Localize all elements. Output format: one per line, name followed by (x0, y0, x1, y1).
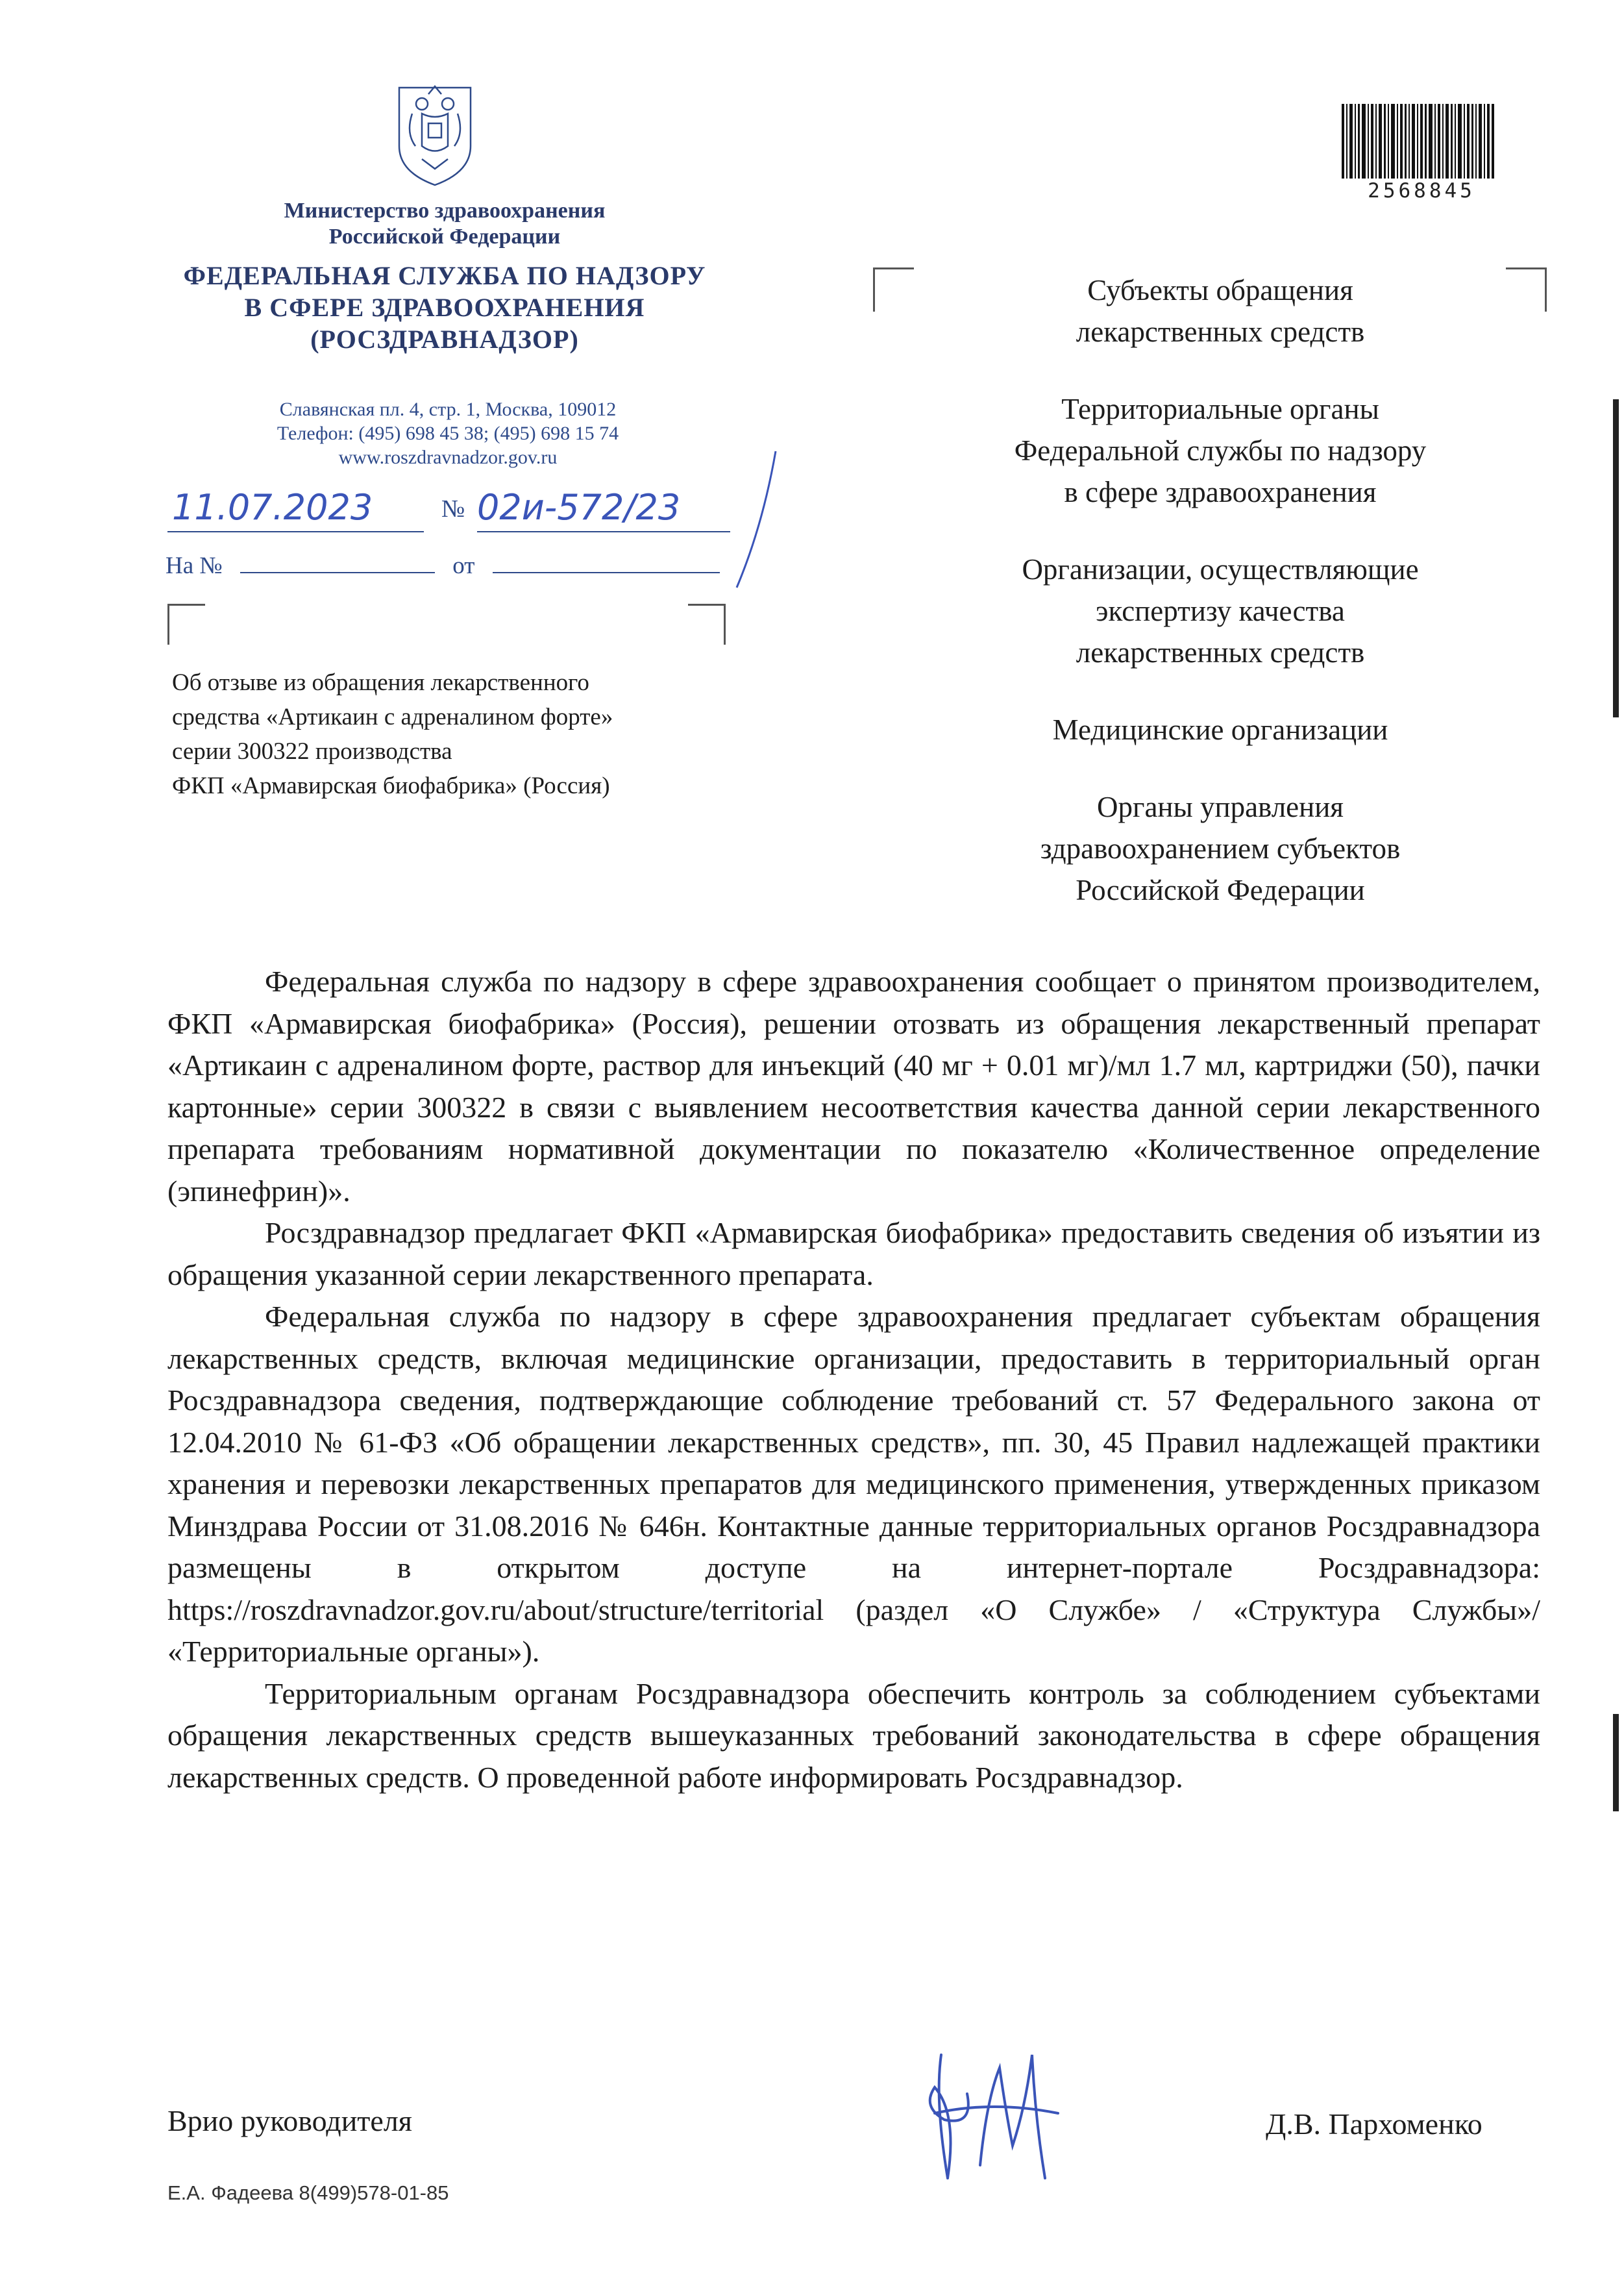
agency-address: Славянская пл. 4, стр. 1, Москва, 109012 Телефон: (495) 698 45 38; (495) 698 15 74 www.roszdravnadzor.gov.ru (277, 399, 619, 468)
body-paragraph: Росздравнадзор предлагает ФКП «Армавирская биофабрика» предоставить сведения об изъятии из обращения указанной серии лекарственного препарата. (167, 1216, 1540, 1291)
reply-date-label: от (452, 552, 475, 579)
body-paragraph: Федеральная служба по надзору в сфере здравоохранения предлагает субъектам обращения лекарственных средств, включая медицинские организации, предоставить в территориальный орган Росздравнадзора сведения, подтверждающие соблюдение требований ст. 57 Федерального закона от 12.04.2010 № 61-ФЗ «Об обращении лекарственных средств», пп. 30, 45 Правил надлежащей практики хранения и перевозки лекарственных препаратов для медицинского применения, утвержденных приказом Минздрава России от 31.08.2016 № 646н. Контактные данные территориальных органов Росздравнадзора размещены в открытом доступе на интернет-портале Росздравнадзора: https://roszdravnadzor.gov.ru/about/structure/territorial (раздел «О Службе» / «Структура Службы»/ «Территориальные органы»). (167, 1300, 1540, 1668)
recipient-group: Медицинские организации (1052, 714, 1388, 746)
recipients-list (912, 269, 1529, 947)
signatory-name: Д.В. Пархоменко (1266, 2107, 1483, 2141)
executor-contact: Е.А. Фадеева 8(499)578-01-85 (167, 2181, 449, 2204)
body-paragraph: Федеральная служба по надзору в сфере здравоохранения сообщает о принятом производителем, ФКП «Армавирская биофабрика» (Россия), решении отозвать из обращения лекарственный препарат «Артикаин с адреналином форте, раствор для инъекций (40 мг + 0.01 мг)/мл 1.7 мл, картриджи (50), пачки картонные» серии 300322 в связи с выявлением несоответствия качества данной серии лекарственного препарата требованиям нормативной документации по показателю «Количественное определение (эпинефрин)». (167, 965, 1540, 1208)
coat-of-arms-emblem-icon (393, 75, 477, 188)
date-underline (167, 531, 424, 532)
reply-reference-line (166, 552, 730, 580)
letter-subject: Об отзыве из обращения лекарственного средства «Артикаин с адреналином форте» серии 300322 производства ФКП «Армавирская биофабрика» (Россия) (172, 669, 613, 799)
registration-number: 02и-572/23 (477, 487, 681, 528)
reply-date-field (493, 552, 720, 573)
letter-body (167, 961, 1540, 1798)
handwritten-signature-icon (896, 2016, 1084, 2191)
reply-number-field (240, 552, 435, 573)
number-underline (477, 531, 730, 532)
barcode-graphic (1340, 104, 1496, 179)
scan-edge-mark (1613, 1714, 1619, 1811)
signatory-title: Врио руководителя (167, 2104, 412, 2137)
recipient-group: Территориальные органы Федеральной службы по надзору в сфере здравоохранения (1014, 393, 1427, 508)
reply-number-label: На № (166, 552, 223, 579)
subject-bracket-left (167, 604, 205, 645)
body-paragraph: Территориальным органам Росздравнадзора обеспечить контроль за соблюдением субъектами обращения лекарственных средств вышеуказанных требований законодательства в сфере обращения лекарственных средств. О проведенной работе информировать Росздравнадзор. (167, 1676, 1540, 1794)
agency-name: ФЕДЕРАЛЬНАЯ СЛУЖБА ПО НАДЗОРУ В СФЕРЕ ЗДРАВООХРАНЕНИЯ (РОСЗДРАВНАДЗОР) (183, 261, 706, 354)
recipient-group: Организации, осуществляющие экспертизу качества лекарственных средств (1022, 553, 1419, 669)
subject-bracket-right (688, 604, 726, 645)
recipient-group: Субъекты обращения лекарственных средств (1076, 274, 1365, 348)
handwritten-slash-mark (724, 448, 789, 591)
ministry-name: Министерство здравоохранения Российской Федерации (284, 199, 606, 249)
barcode-number: 2568845 (1368, 179, 1475, 203)
recipients-bracket-left (873, 267, 914, 312)
registration-date: 11.07.2023 (172, 487, 373, 528)
scan-edge-mark (1613, 399, 1619, 717)
registration-number-label: № (441, 495, 465, 523)
recipient-group: Органы управления здравоохранением субъектов Российской Федерации (1040, 791, 1401, 906)
